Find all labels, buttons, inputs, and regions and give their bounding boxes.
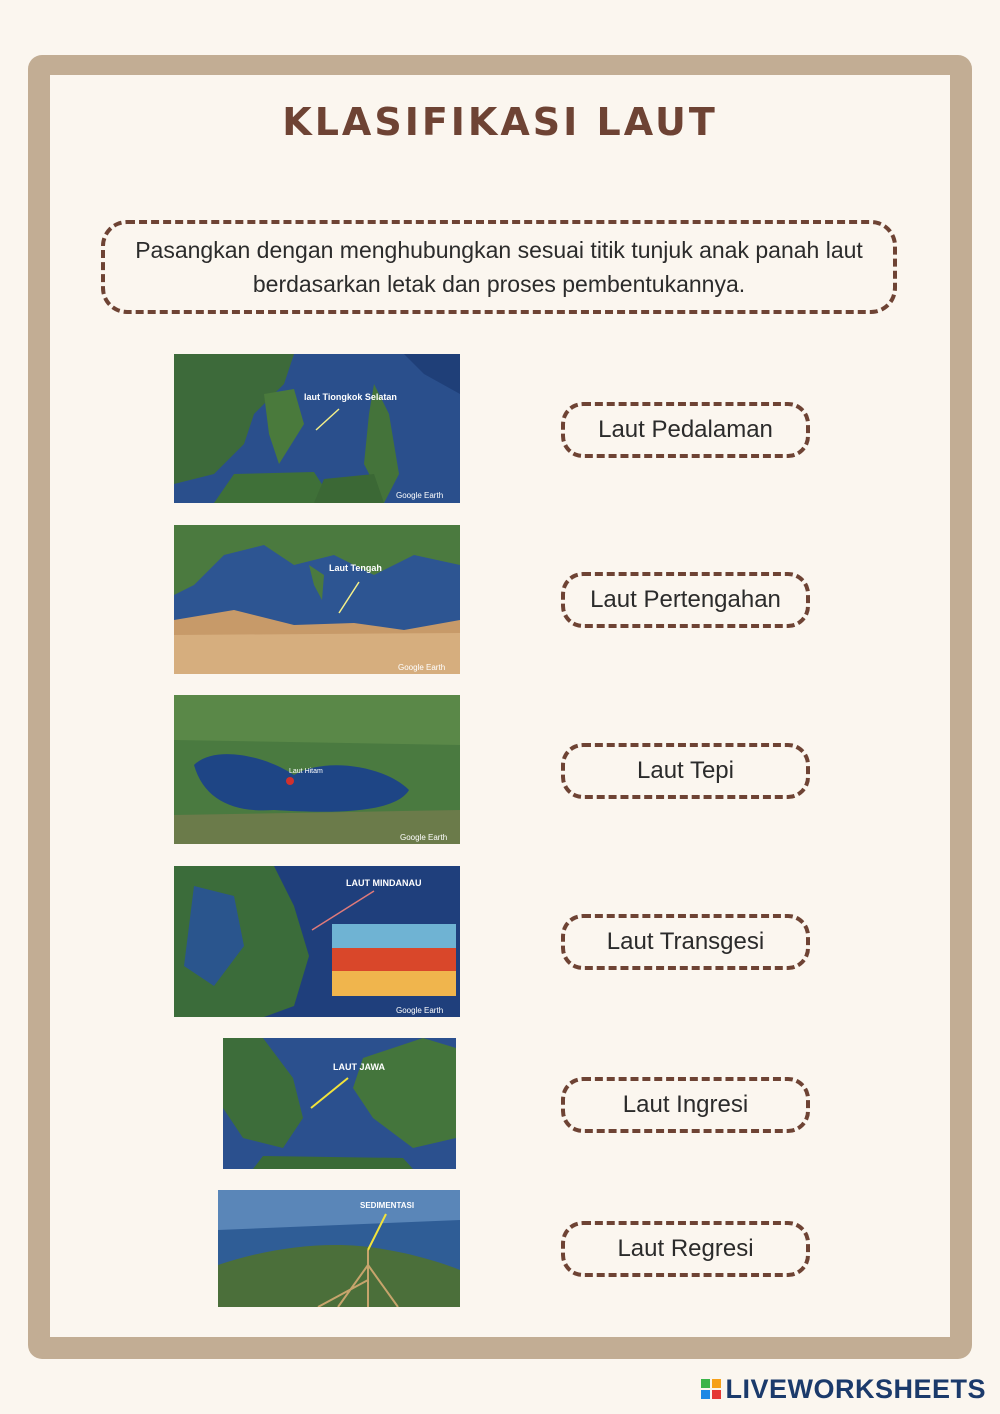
answer-label: Laut Tepi: [637, 757, 734, 784]
map-label-text: LAUT MINDANAU: [346, 878, 422, 888]
map-label-text: Laut Tengah: [329, 563, 382, 573]
map-image-mediterranean: [174, 525, 460, 674]
brand-text: LIVEWORKSHEETS: [725, 1373, 986, 1404]
map-label-text: LAUT JAWA: [333, 1062, 386, 1072]
map-credit: Google Earth: [400, 833, 448, 842]
answer-box-laut-ingresi[interactable]: [561, 1077, 810, 1133]
map-credit: Google Earth: [398, 663, 446, 672]
map-credit: Google Earth: [396, 1006, 444, 1015]
map-image-south-china-sea: [174, 354, 460, 503]
map-image-black-sea: [174, 695, 460, 844]
answer-label: Laut Ingresi: [622, 1091, 749, 1118]
map-label-text: Laut Hitam: [289, 768, 323, 775]
answer-label: Laut Pertengahan: [590, 586, 781, 613]
instruction-box: [101, 220, 897, 314]
map-image-java-sea: [223, 1038, 456, 1169]
map-label-text: laut Tiongkok Selatan: [304, 392, 397, 402]
map-image-sedimentation: [218, 1190, 460, 1307]
answer-box-laut-pedalaman[interactable]: [561, 402, 810, 458]
answer-label: Laut Pedalaman: [598, 416, 773, 443]
page-title: KLASIFIKASI LAUT: [282, 100, 718, 144]
map-image-mindanao: [174, 866, 460, 1017]
instruction-text: Pasangkan dengan menghubungkan sesuai titik tunjuk anak panah laut berdasarkan letak dan proses pembentukannya.: [135, 237, 863, 297]
map-label-text: SEDIMENTASI: [360, 1201, 415, 1210]
answer-box-laut-pertengahan[interactable]: [561, 572, 810, 628]
liveworksheets-logo[interactable]: [701, 1374, 986, 1404]
liveworksheets-icon: [701, 1379, 721, 1399]
answer-box-laut-transgesi[interactable]: [561, 914, 810, 970]
map-credit: Google Earth: [396, 491, 444, 500]
answer-box-laut-regresi[interactable]: [561, 1221, 810, 1277]
answer-box-laut-tepi[interactable]: [561, 743, 810, 799]
answer-label: Laut Regresi: [617, 1235, 754, 1262]
answer-label: Laut Transgesi: [606, 928, 765, 955]
